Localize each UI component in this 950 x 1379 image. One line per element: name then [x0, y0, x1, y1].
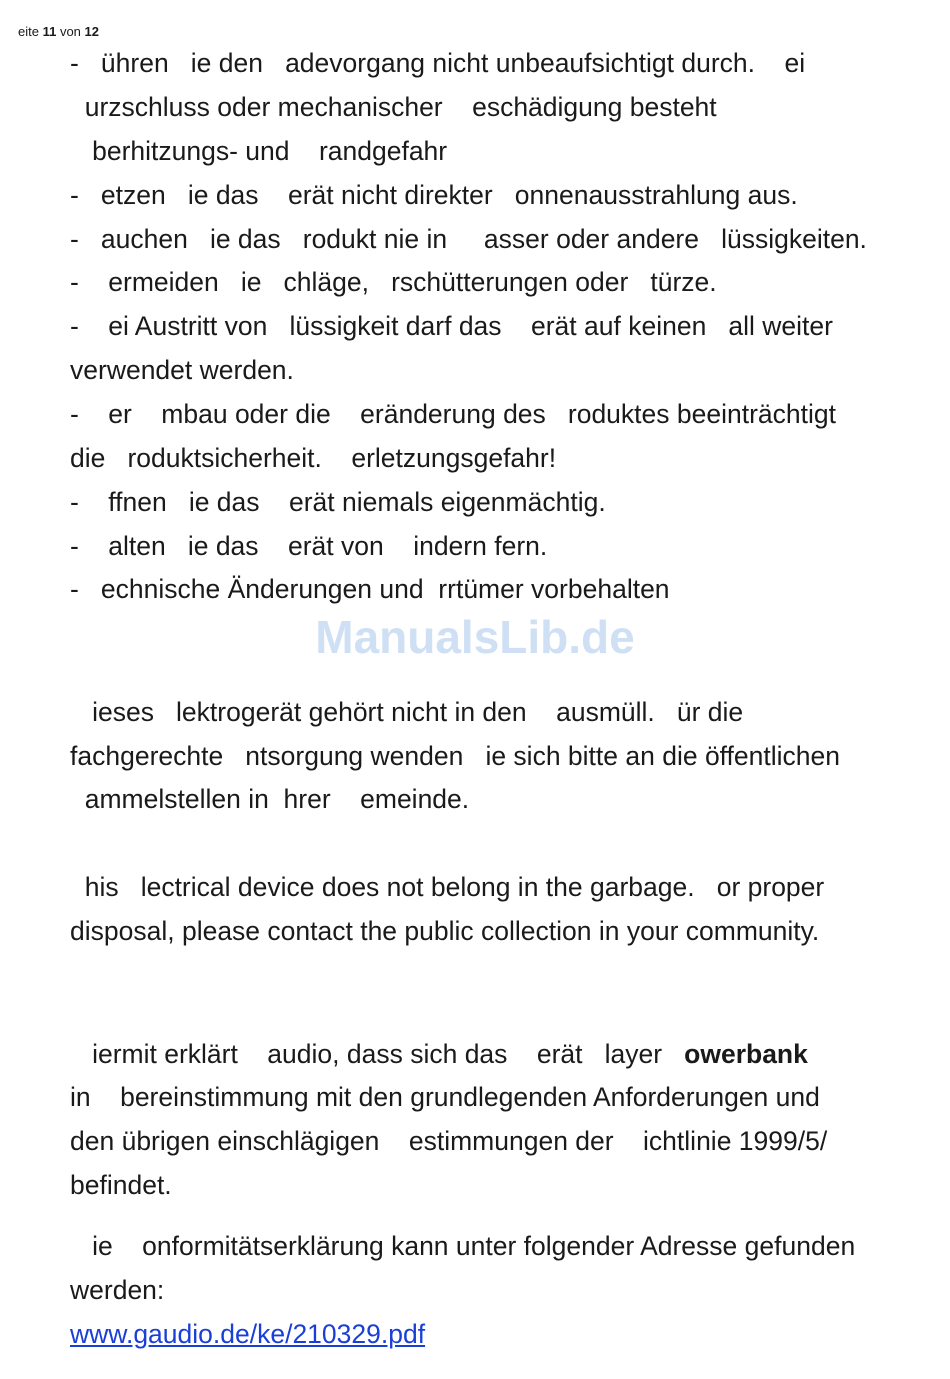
disposal-de-line: ieses lektrogerät gehört nicht in den ausmüll. ür die	[70, 697, 744, 727]
disposal-de-line: fachgerechte ntsorgung wenden ie sich bitte an die öffentlichen	[70, 741, 841, 771]
declaration-line: in bereinstimmung mit den grundlegenden Anforderungen und	[70, 1082, 820, 1112]
safety-line: urzschluss oder mechanischer eschädigung besteht	[70, 92, 717, 122]
declaration-line	[70, 1037, 808, 1071]
safety-line: - er mbau oder die eränderung des roduktes beeinträchtigt	[70, 399, 836, 429]
safety-line: - ffnen ie das erät niemals eigenmächtig.	[70, 487, 606, 517]
safety-line: - ermeiden ie chläge, rschütterungen oder türze.	[70, 267, 717, 297]
safety-line: - ei Austritt von lüssigkeit darf das erät auf keinen all weiter	[70, 311, 833, 341]
conformity-line: werden:	[70, 1275, 165, 1305]
declaration-line: befindet.	[70, 1170, 172, 1200]
declaration-text: iermit erklärt audio, dass sich das erät layer	[70, 1039, 685, 1069]
safety-line: die roduktsicherheit. erletzungsgefahr!	[70, 443, 557, 473]
disposal-en-line: disposal, please contact the public collection in your community.	[70, 916, 820, 946]
safety-line: - echnische Änderungen und rrtümer vorbehalten	[70, 574, 670, 604]
safety-line: verwendet werden.	[70, 355, 294, 385]
page-prefix: eite	[18, 24, 43, 39]
page-number-header	[18, 22, 99, 42]
product-name: owerbank	[684, 1039, 808, 1069]
total-pages: 12	[84, 24, 99, 39]
safety-line: - ühren ie den adevorgang nicht unbeaufsichtigt durch. ei	[70, 48, 806, 78]
page-separator: von	[56, 24, 85, 39]
disposal-de-line: ammelstellen in hrer emeinde.	[70, 784, 470, 814]
safety-line: - auchen ie das rodukt nie in asser oder andere lüssigkeiten.	[70, 224, 867, 254]
watermark-logo: ManualsLib.de	[315, 611, 635, 663]
safety-line: berhitzungs- und randgefahr	[70, 136, 448, 166]
declaration-line: den übrigen einschlägigen estimmungen der ichtlinie 1999/5/	[70, 1126, 828, 1156]
safety-line: - etzen ie das erät nicht direkter onnenausstrahlung aus.	[70, 180, 798, 210]
disposal-en-line: his lectrical device does not belong in the garbage. or proper	[70, 872, 825, 902]
conformity-line: ie onformitätserklärung kann unter folgender Adresse gefunden	[70, 1231, 856, 1261]
current-page: 11	[42, 24, 57, 39]
conformity-pdf-link[interactable]: www.gaudio.de/ke/210329.pdf	[70, 1319, 426, 1349]
safety-line: - alten ie das erät von indern fern.	[70, 531, 548, 561]
